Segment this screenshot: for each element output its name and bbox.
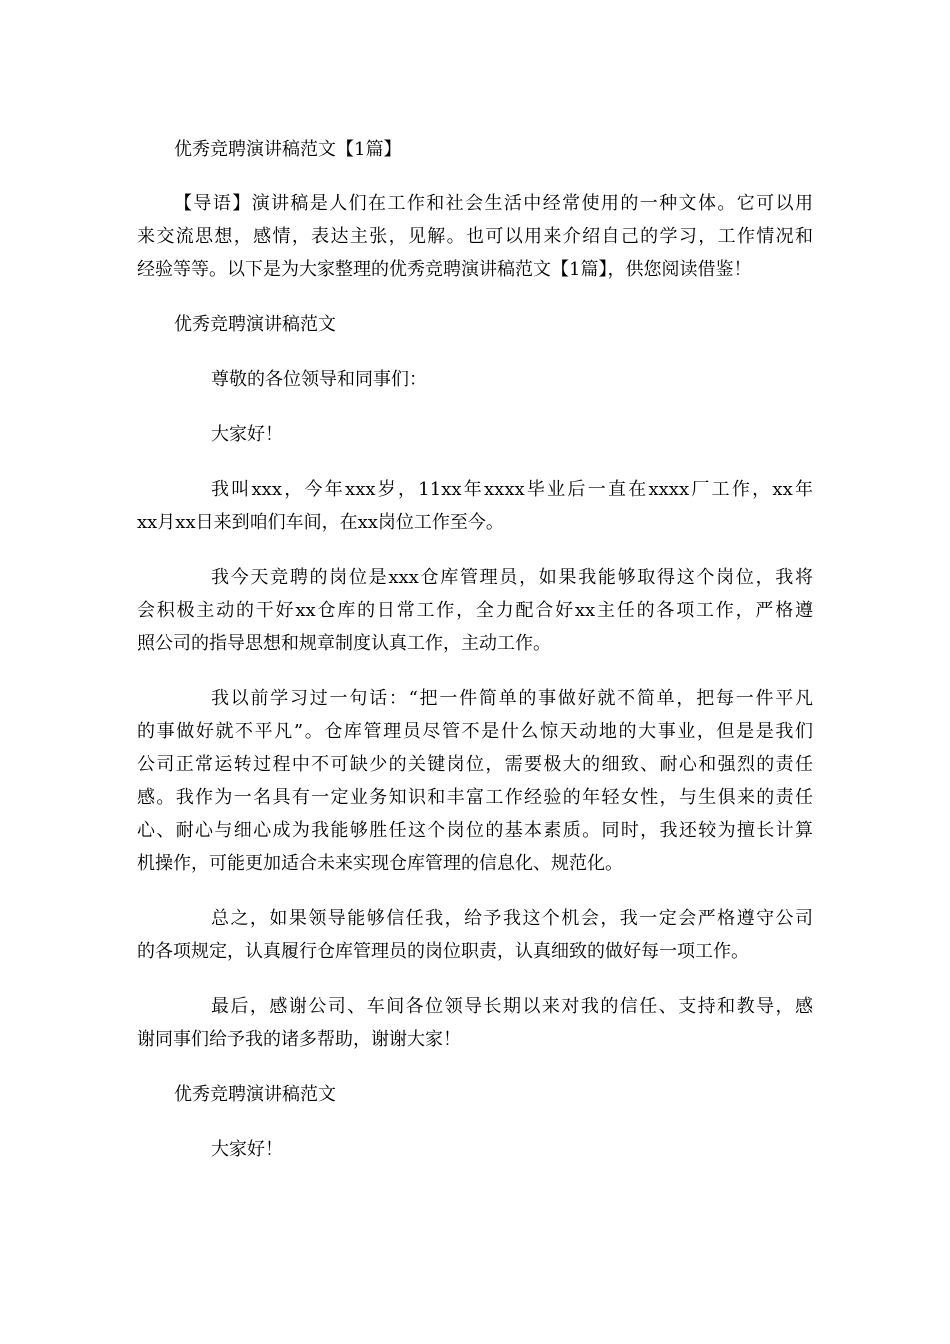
intro-line: 经验等等。以下是为大家整理的优秀竞聘演讲稿范文【1篇】，供您阅读借鉴！ [137, 259, 752, 280]
paragraph-line: xx月xx日来到咱们车间，在xx岗位工作至今。 [137, 512, 504, 533]
section-heading: 优秀竞聘演讲稿范文 [174, 1084, 336, 1105]
paragraph-line: 心、耐心与细心成为我能够胜任这个岗位的基本素质。同时，我还较为擅长计算 [137, 820, 813, 841]
paragraph-line: 照公司的指导思想和规章制度认真工作，主动工作。 [137, 633, 551, 654]
intro-line: 【导语】演讲稿是人们在工作和社会生活中经常使用的一种文体。它可以用 [174, 193, 813, 214]
paragraph-line: 感。我作为一名具有一定业务知识和丰富工作经验的年轻女性，与生俱来的责任 [137, 787, 813, 808]
salutation: 尊敬的各位领导和同事们： [211, 369, 427, 390]
paragraph-line: 谢同事们给予我的诸多帮助，谢谢大家！ [137, 1029, 461, 1050]
intro-line: 来交流思想，感情，表达主张，见解。也可以用来介绍自己的学习，工作情况和 [137, 226, 813, 247]
paragraph-line: 我叫xxx，今年xxx岁，11xx年xxxx毕业后一直在xxxx厂工作，xx年 [211, 479, 813, 500]
paragraph-line: 公司正常运转过程中不可缺少的关键岗位，需要极大的细致、耐心和强烈的责任 [137, 754, 813, 775]
paragraph-line: 总之，如果领导能够信任我，给予我这个机会，我一定会严格遵守公司 [211, 908, 813, 929]
section-heading: 优秀竞聘演讲稿范文 [174, 314, 336, 335]
document-title: 优秀竞聘演讲稿范文【1篇】 [174, 139, 402, 160]
paragraph-line: 的各项规定，认真履行仓库管理员的岗位职责，认真细致的做好每一项工作。 [137, 941, 749, 962]
paragraph-line: 我今天竞聘的岗位是xxx仓库管理员，如果我能够取得这个岗位，我将 [211, 567, 813, 588]
paragraph-line: 我以前学习过一句话：“把一件简单的事做好就不简单，把每一件平凡 [211, 688, 813, 709]
greeting: 大家好！ [211, 1139, 283, 1160]
greeting: 大家好！ [211, 424, 283, 445]
paragraph-line: 机操作，可能更加适合未来实现仓库管理的信息化、规范化。 [137, 853, 623, 874]
paragraph-line: 最后，感谢公司、车间各位领导长期以来对我的信任、支持和教导，感 [211, 996, 813, 1017]
paragraph-line: 的事做好就不平凡”。仓库管理员尽管不是什么惊天动地的大事业，但是是我们 [137, 721, 813, 742]
paragraph-line: 会积极主动的干好xx仓库的日常工作，全力配合好xx主任的各项工作，严格遵 [137, 600, 813, 621]
